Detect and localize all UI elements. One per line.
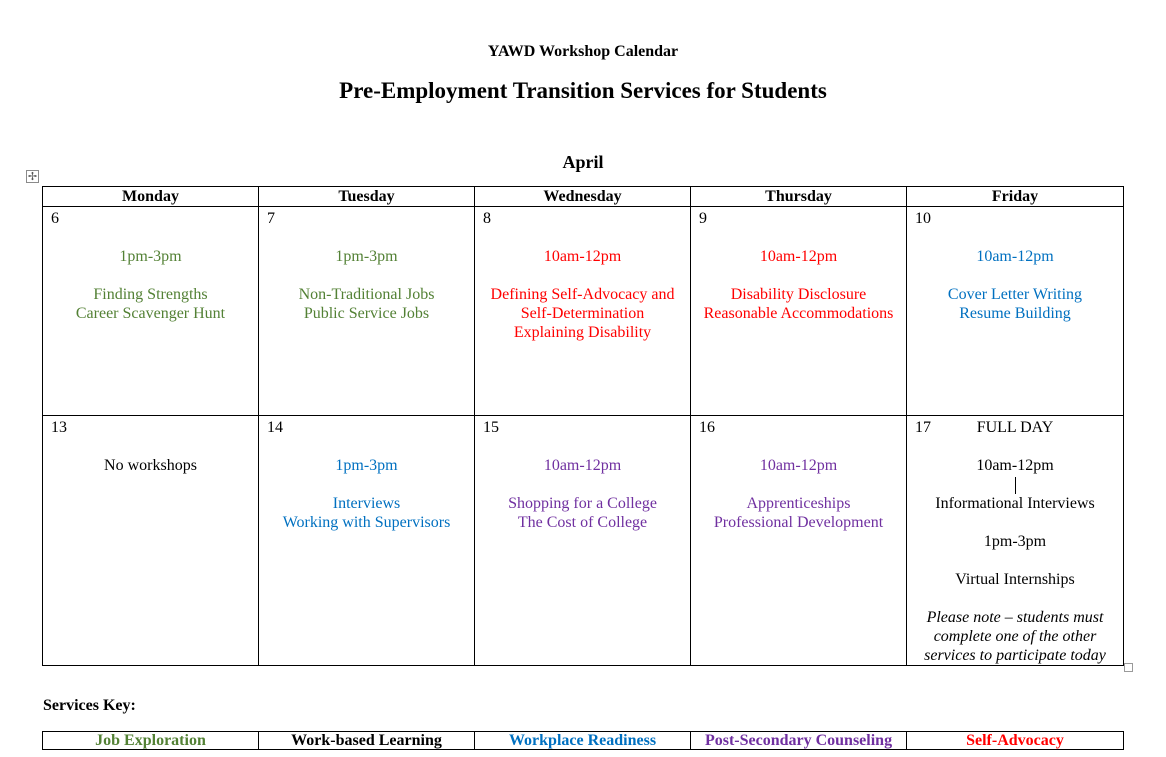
calendar-cell [43, 416, 259, 666]
workshop-time: 10am-12pm [976, 457, 1054, 474]
month-heading: April [562, 152, 604, 172]
workshop-topic: Non-Traditional Jobs [298, 286, 435, 303]
workshop-self-advocacy [475, 207, 690, 342]
workshop-time: 10am-12pm [543, 248, 622, 265]
calendar-cell [475, 416, 691, 666]
calendar-table [42, 186, 1124, 666]
services-key-title: Services Key: [43, 697, 136, 714]
workshop-topic: Defining Self-Advocacy and [490, 286, 675, 303]
workshop-time: 10am-12pm [759, 457, 838, 474]
participation-note-line: complete one of the other [933, 628, 1097, 645]
key-work-based-learning: Work-based Learning [259, 732, 475, 750]
key-workplace-readiness: Workplace Readiness [475, 732, 691, 750]
workshop-topic: Career Scavenger Hunt [75, 305, 226, 322]
key-job-exploration: Job Exploration [43, 732, 259, 750]
workshop-workplace-readiness [259, 416, 474, 532]
day-number: 6 [51, 210, 59, 227]
workshop-workplace-readiness [907, 207, 1123, 323]
workshop-topic: Self-Determination [520, 305, 645, 322]
weekday-wednesday: Wednesday [475, 187, 691, 207]
workshop-topic: Professional Development [713, 514, 884, 531]
workshop-self-advocacy [691, 207, 906, 323]
workshop-topic: Explaining Disability [513, 324, 652, 341]
workshop-post-secondary-counseling [475, 416, 690, 532]
workshop-topic: Finding Strengths [93, 286, 208, 303]
services-key-table [42, 731, 1124, 750]
workshop-topic: Working with Supervisors [282, 514, 451, 531]
calendar-cell [907, 207, 1124, 416]
workshop-time: 10am-12pm [543, 457, 622, 474]
workshop-time: 1pm-3pm [119, 248, 182, 265]
calendar-subtitle: YAWD Workshop Calendar [487, 43, 679, 60]
workshop-time: 1pm-3pm [983, 533, 1047, 550]
calendar-cell [907, 416, 1124, 666]
workshop-topic: Interviews [332, 495, 401, 512]
day-number: 9 [699, 210, 707, 227]
full-day-label: FULL DAY [976, 419, 1054, 436]
key-post-secondary-counseling: Post-Secondary Counseling [691, 732, 907, 750]
calendar-cell [691, 416, 907, 666]
calendar-cell [259, 207, 475, 416]
workshop-time: 10am-12pm [976, 248, 1054, 265]
workshop-job-exploration [259, 207, 474, 323]
calendar-cell [43, 207, 259, 416]
calendar-cell [691, 207, 907, 416]
participation-note-line: Please note – students must [926, 609, 1104, 626]
workshop-topic: Virtual Internships [955, 571, 1075, 588]
week-row-1 [43, 207, 1124, 416]
week-row-2 [43, 416, 1124, 666]
calendar-cell [475, 207, 691, 416]
workshop-topic: No workshops [104, 457, 197, 474]
workshop-topic: The Cost of College [517, 514, 648, 531]
workshop-work-based-learning [907, 416, 1123, 665]
no-workshops-note [43, 416, 258, 475]
workshop-post-secondary-counseling [691, 416, 906, 532]
day-number: 8 [483, 210, 491, 227]
day-number: 7 [267, 210, 275, 227]
workshop-topic: Informational Interviews [935, 495, 1095, 512]
services-key-row [43, 732, 1124, 750]
workshop-time: 10am-12pm [759, 248, 838, 265]
day-number: 13 [51, 419, 67, 436]
move-cross-icon[interactable]: ✢ [27, 170, 38, 183]
day-number: 17 [915, 419, 931, 436]
text-cursor [1015, 477, 1016, 494]
day-number: 16 [699, 419, 715, 436]
weekday-monday: Monday [43, 187, 259, 207]
key-self-advocacy: Self-Advocacy [907, 732, 1124, 750]
workshop-topic: Disability Disclosure [730, 286, 867, 303]
workshop-job-exploration [43, 207, 258, 323]
workshop-topic: Apprenticeships [746, 495, 851, 512]
day-number: 15 [483, 419, 499, 436]
weekday-friday: Friday [907, 187, 1124, 207]
day-number: 10 [915, 210, 931, 227]
workshop-topic: Resume Building [959, 305, 1071, 322]
weekday-tuesday: Tuesday [259, 187, 475, 207]
weekday-header-row [43, 187, 1124, 207]
page-title: Pre-Employment Transition Services for Students [339, 78, 827, 103]
calendar-cell [259, 416, 475, 666]
workshop-topic: Public Service Jobs [303, 305, 430, 322]
weekday-thursday: Thursday [691, 187, 907, 207]
workshop-topic: Shopping for a College [508, 495, 657, 512]
day-number: 14 [267, 419, 283, 436]
resize-square-icon[interactable] [1124, 663, 1133, 672]
participation-note-line: services to participate today [924, 647, 1106, 664]
workshop-topic: Reasonable Accommodations [703, 305, 894, 322]
workshop-topic: Cover Letter Writing [947, 286, 1083, 303]
workshop-time: 1pm-3pm [335, 248, 398, 265]
workshop-time: 1pm-3pm [335, 457, 398, 474]
